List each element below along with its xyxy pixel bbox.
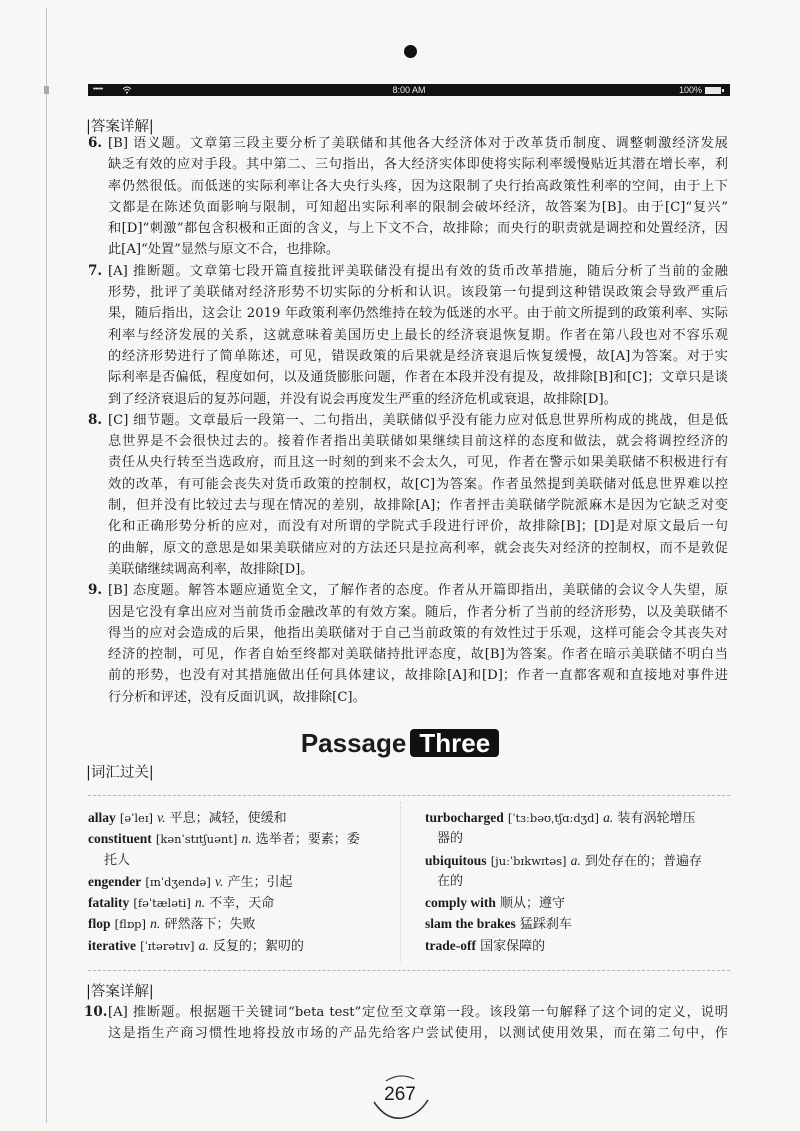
vocab-meaning: 砰然落下；失败: [164, 917, 256, 933]
vocab-entry: [88, 828, 408, 849]
answer-line: 效的改革，有可能会丧失对货币政策的控制权，故[C]为答案。作者虽然提到美联储对低息世界难以控: [108, 476, 728, 492]
vocab-entry: [425, 892, 725, 913]
vocab-pos: v.: [214, 873, 224, 889]
passage-word: Passage: [300, 728, 407, 758]
answer-text: [108, 133, 728, 261]
answer-line: [A] 推断题。文章第七段开篇直接批评美联储没有提出有效的货币改革措施，随后分析了当前的金融: [108, 263, 728, 279]
answer-section-heading: |答案详解|: [86, 984, 154, 1000]
vocab-meaning: 到处存在的；普遍存: [584, 853, 702, 869]
answer-line: [C] 细节题。文章最后一段第一、二句指出，美联储似乎没有能力应对低息世界所构成的挑战，但是低: [108, 412, 728, 428]
vocab-phonetic: [juːˈbɪkwɪtəs]: [490, 853, 567, 868]
vocab-word: trade-off: [425, 937, 476, 953]
page-number: 267: [384, 1084, 416, 1105]
vocab-meaning-continued: 在的: [437, 873, 464, 889]
vocab-entry: [88, 913, 408, 934]
answer-number: 8.: [88, 411, 103, 428]
answer-text: [108, 261, 728, 410]
answer-line: 因是它没有拿出应对当前货币金融改革的有效方案。随后，作者分析了当前的经济形势，以及美联储不: [108, 604, 728, 620]
answer-line: 制，但并没有比较过去与现在情况的差别，故排除[A]；作者抨击美联储学院派麻木是因为它缺乏对变: [108, 498, 728, 514]
vocab-entry: [425, 935, 725, 956]
vocab-meaning: 不幸，天命: [209, 896, 275, 912]
vocab-meaning: 产生；引起: [227, 874, 293, 890]
answer-item-6: [88, 133, 730, 261]
vocab-pos: a.: [570, 852, 581, 868]
vocab-word: slam the brakes: [425, 916, 516, 932]
battery-icon: [705, 87, 721, 94]
vocab-phonetic: [ˈtɜːbəʊˌtʃɑːdʒd]: [507, 811, 600, 825]
scan-edge-line: [46, 8, 47, 1123]
vocab-meaning: 平息；减轻，使缓和: [169, 811, 287, 826]
answer-line: 前的形势，也没有对其措施做出任何具体建议，故排除[A]和[D]；作者一直都客观和直接地对事件进: [108, 668, 728, 684]
answer-line: 行分析和评述，没有反面讥讽，故排除[C]。: [108, 689, 366, 705]
answer-number: 9.: [88, 582, 103, 599]
answer-number: 6.: [88, 135, 103, 151]
answer-section-heading: |答案详解|: [86, 119, 154, 135]
vocab-meaning: 猛踩刹车: [519, 917, 572, 933]
vocabulary-box: [88, 795, 730, 971]
vocab-word: comply with: [425, 895, 496, 911]
vocab-phonetic: [ˈɪtərətɪv]: [140, 938, 195, 953]
vocab-column-right: [425, 807, 725, 956]
answer-line: 率仍然很低。而低迷的实际利率让各大央行头疼，因为这限制了央行抬高政策性利率的空间，由于上下: [108, 178, 728, 194]
passage-title: [0, 728, 800, 758]
answer-line: 责任从央行转至当选政府，而且这一时刻的到来不会太久，可见，作者在警示如果美联储不积极进行有: [108, 455, 728, 471]
answer-item-10: [84, 1002, 730, 1045]
answer-line: [B] 语义题。文章第三段主要分析了美联储和其他各大经济体对于改革货币制度、调整刺激经济发展: [108, 136, 728, 151]
answer-text: [108, 1002, 728, 1045]
vocab-word: flop: [88, 916, 111, 932]
vocab-pos: v.: [157, 810, 166, 825]
vocab-meaning: 选举者；要素；委: [255, 832, 360, 848]
vocab-phonetic: [əˈleɪ]: [119, 811, 154, 825]
vocab-entry: [88, 871, 408, 892]
answer-line: 的经济形势进行了简单陈述，可见，错误政策的后果就是经济衰退后恢复缓慢，故[A]为答案。对于实: [108, 348, 728, 364]
vocab-column-left: [88, 807, 408, 956]
vocab-pos: n.: [150, 916, 161, 932]
answer-item-9: [88, 580, 730, 708]
answer-line: 和[D]“刺激”都包含积极和正面的含义，与上下文不合，故排除；而央行的职责就是调控和处置经济，因: [108, 221, 728, 237]
answer-line: 到了经济衰退后的复苏问题，并没有说会再度发生严重的经济危机或衰退，故排除[D]。: [108, 391, 617, 407]
answer-line: 缺乏有效的应对手段。其中第二、三句指出，各大经济实体即使将实际利率缓慢贴近其潜在增长率，利: [108, 157, 728, 173]
answer-line: 形势，批评了美联储对经济形势不切实际的分析和认识。该段第一句提到这种错误政策会导致严重后: [108, 285, 728, 301]
answer-item-8: [88, 410, 730, 580]
vocab-phonetic: [fəˈtæləti]: [133, 896, 191, 911]
status-bar: [88, 84, 730, 96]
battery-percent: 100%: [678, 85, 702, 95]
vocab-word: constituent: [88, 831, 152, 847]
answer-list: [84, 1002, 730, 1045]
answer-line: 利率与经济发展的关系，这就意味着美国历史上最长的经济衰退恢复期。作者在第八段也对不容乐观: [108, 327, 728, 343]
answer-line: 果，随后指出，这会让 2019 年政策利率仍然维持在较为低迷的水平。由于前文所提到的政策利率、实际: [108, 306, 728, 322]
vocab-word: iterative: [88, 937, 136, 953]
vocabulary-heading: |词汇过关|: [86, 765, 154, 781]
answer-text: [108, 410, 728, 580]
vocab-meaning: 顺从；遵守: [500, 896, 566, 912]
vocab-meaning: 国家保障的: [480, 938, 546, 954]
answer-number: 7.: [88, 262, 103, 279]
passage-number-badge: Three: [410, 729, 499, 757]
vocab-phonetic: [flɒp]: [114, 917, 147, 932]
answer-line: 这是指生产商习惯性地将投放市场的产品先给客户尝试使用，以测试使用效果，而在第二句中，作: [108, 1026, 728, 1042]
vocab-word: engender: [88, 873, 142, 889]
answer-line: 文都是在陈述负面影响与限制，可知超出实际利率的限制会破坏经济，故答案为[B]。由于[C]“复兴”: [108, 199, 728, 215]
vocab-entry: [88, 807, 408, 828]
vocab-entry: [425, 807, 725, 828]
vocab-pos: n.: [241, 831, 252, 847]
answer-line: 息世界是不会很快过去的。接着作者指出美联储如果继续目前这样的态度和做法，就会将调控经济的: [108, 434, 728, 450]
scan-edge-mark: [44, 86, 49, 94]
vocab-meaning-continued: 托人: [104, 852, 131, 868]
vocab-pos: a.: [603, 810, 614, 825]
vocab-pos: n.: [194, 895, 206, 911]
answer-line: 得当的应对会造成的后果，他指出美联储对于自己当前政策的有效性过于乐观，这样可能会令其丧失对: [108, 625, 728, 641]
vocab-word: turbocharged: [425, 810, 504, 825]
battery-tip: [722, 89, 724, 92]
vocab-meaning: 装有涡轮增压: [617, 811, 696, 826]
vocab-meaning-continued: 器的: [437, 831, 464, 847]
camera-icon: [404, 45, 417, 58]
vocab-phonetic: [kənˈstɪtʃuənt]: [155, 832, 238, 847]
vocab-meaning: 反复的；絮叨的: [212, 938, 304, 954]
answer-line: [A] 推断题。根据题干关键词“beta test”定位至文章第一段。该段第一句解释了这个词的定义，说明: [108, 1005, 728, 1020]
signal-dots-icon: •••••: [93, 86, 103, 93]
answer-line: 美联储继续调高利率，故排除[D]。: [108, 561, 314, 577]
vocab-pos: a.: [198, 937, 209, 953]
vocab-phonetic: [ɪnˈdʒendə]: [145, 874, 211, 889]
vocab-word: fatality: [88, 895, 130, 911]
answer-line: 此[A]“处置”显然与原文不合，也排除。: [108, 242, 340, 258]
answer-line: 化和正确形势分析的应对，而没有对所谓的学院式手段进行评价，故排除[B]；[D]是对原文最后一句: [108, 519, 728, 535]
answer-number: 10.: [84, 1004, 108, 1020]
vocab-entry: [88, 892, 408, 913]
answer-line: 际利率是否偏低，程度如何，以及通货膨胀问题，作者在本段并没有提及，故排除[B]和[C]；文章只是谈: [108, 370, 728, 386]
answer-text: [108, 580, 728, 708]
answer-line: 经济的控制，可见，作者自始至终都对美联储持批评态度，故[B]为答案。作者在暗示美联储不明白当: [108, 647, 728, 663]
vocab-entry: [425, 913, 725, 934]
answer-line: [B] 态度题。解答本题应通览全文，了解作者的态度。作者从开篇即指出，美联储的会议令人失望，原: [108, 583, 728, 599]
answer-list: [88, 133, 730, 708]
vocab-entry: [88, 935, 408, 956]
answer-item-7: [88, 261, 730, 410]
vocab-word: ubiquitous: [425, 852, 487, 868]
vocab-entry: [425, 850, 725, 871]
status-time: 8:00 AM: [392, 85, 426, 95]
vocab-word: allay: [88, 810, 116, 825]
answer-line: 的曲解，原文的意思是如果美联储应对的方法还只是拉高利率，就会丧失对经济的控制权，而不是敦促: [108, 540, 728, 556]
